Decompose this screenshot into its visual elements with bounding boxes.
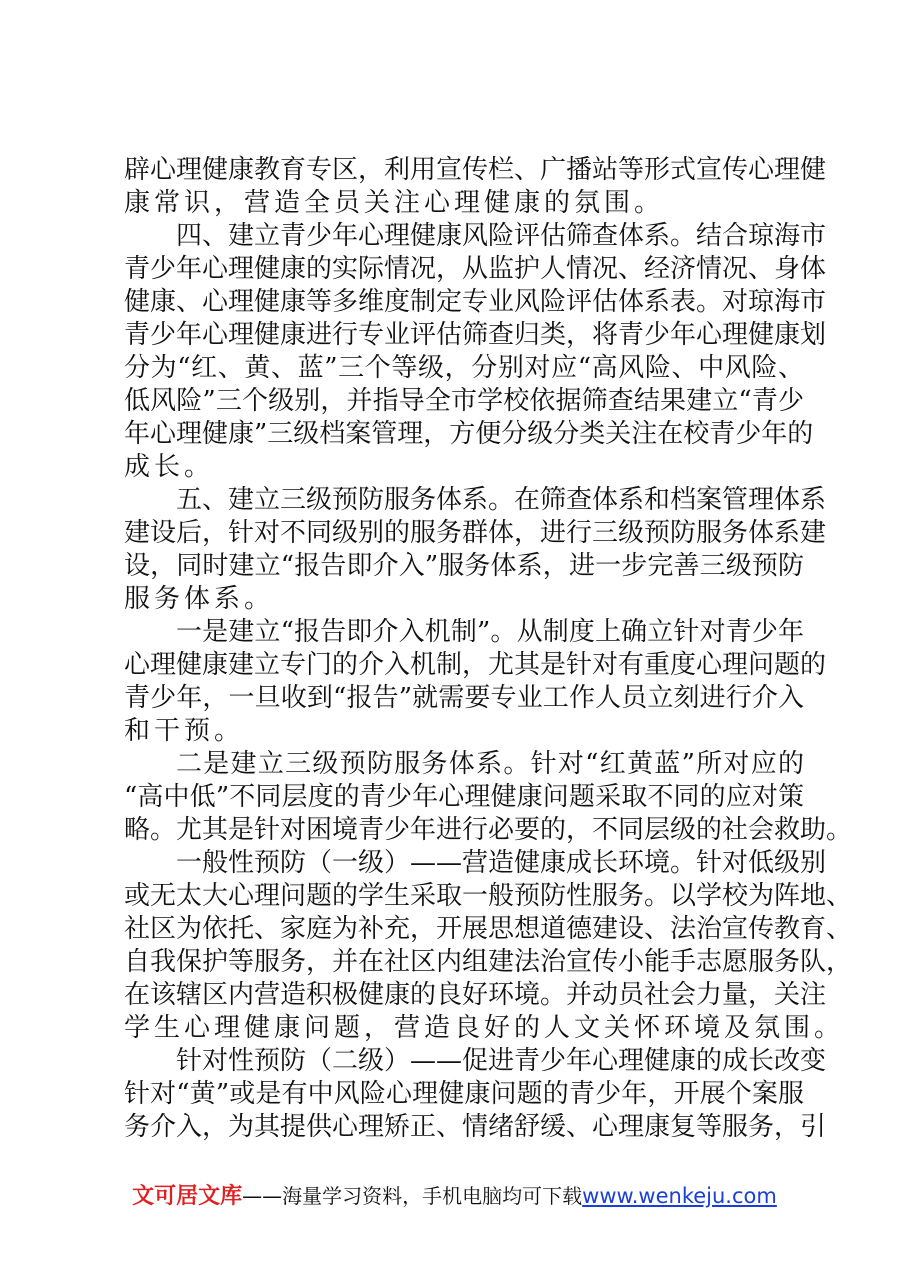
text-line: 社区为依托、家庭为补充，开展思想道德建设、法治宣传教育、 [124, 914, 853, 944]
text-line: “高中低”不同层度的青少年心理健康问题采取不同的应对策 [124, 782, 804, 812]
paragraph-heading-line: 五、建立三级预防服务体系。在筛查体系和档案管理体系 [176, 485, 827, 515]
text-line: 或无太大心理问题的学生采取一般预防性服务。以学校为阵地、 [124, 881, 853, 911]
text-line: 辟心理健康教育专区，利用宣传栏、广播站等形式宣传心理健 [124, 155, 827, 185]
text-line: 建设后，针对不同级别的服务群体，进行三级预防服务体系建 [124, 518, 827, 548]
paragraph-heading-line: 二是建立三级预防服务体系。针对“红黄蓝”所对应的 [176, 749, 804, 779]
text-line: 学生心理健康问题，营造良好的人文关怀环境及氛围。 [124, 1013, 845, 1043]
text-line: 青少年，一旦收到“报告”就需要专业工作人员立刻进行介入 [124, 683, 804, 713]
text-line: 在该辖区内营造积极健康的良好环境。并动员社会力量，关注 [124, 980, 827, 1010]
text-line: 低风险”三个级别，并指导全市学校依据筛查结果建立“青少 [124, 386, 804, 416]
text-line: 健康、心理健康等多维度制定专业风险评估体系表。对琼海市 [124, 287, 827, 317]
footer-tagline: ——海量学习资料，手机电脑均可下载 [242, 1184, 583, 1208]
text-line: 针对“黄”或是有中风险心理健康问题的青少年，开展个案服 [124, 1079, 804, 1109]
paragraph-heading-line: 一是建立“报告即介入机制”。从制度上确立针对青少年 [176, 617, 804, 647]
text-line: 青少年心理健康的实际情况，从监护人情况、经济情况、身体 [124, 254, 827, 284]
text-line: 自我保护等服务，并在社区内组建法治宣传小能手志愿服务队， [124, 947, 853, 977]
paragraph-heading-line: 针对性预防（二级）——促进青少年心理健康的成长改变 [176, 1046, 827, 1076]
text-line: 设，同时建立“报告即介入”服务体系，进一步完善三级预防 [124, 551, 804, 581]
text-line: 康常识，营造全员关注心理健康的氛围。 [124, 188, 665, 218]
text-line: 和干预。 [124, 716, 245, 746]
text-line: 成长。 [124, 452, 215, 482]
footer-link[interactable]: www.wenkeju.com [582, 1184, 777, 1208]
footer-banner [0, 1181, 909, 1211]
text-line: 青少年心理健康进行专业评估筛查归类，将青少年心理健康划 [124, 320, 827, 350]
text-line: 分为“红、黄、蓝”三个等级，分别对应“高风险、中风险、 [124, 353, 804, 383]
text-line: 服务体系。 [124, 584, 275, 614]
text-line: 务介入，为其提供心理矫正、情绪舒缓、心理康复等服务，引 [124, 1112, 827, 1142]
footer-brand: 文可居文库 [132, 1184, 243, 1209]
text-line: 年心理健康”三级档案管理，方便分级分类关注在校青少年的 [124, 419, 814, 449]
text-line: 心理健康建立专门的介入机制，尤其是针对有重度心理问题的 [124, 650, 827, 680]
paragraph-heading-line: 一般性预防（一级）——营造健康成长环境。针对低级别 [176, 848, 827, 878]
paragraph-heading-line: 四、建立青少年心理健康风险评估筛查体系。结合琼海市 [176, 221, 827, 251]
text-line: 略。尤其是针对困境青少年进行必要的，不同层级的社会救助。 [124, 815, 853, 845]
